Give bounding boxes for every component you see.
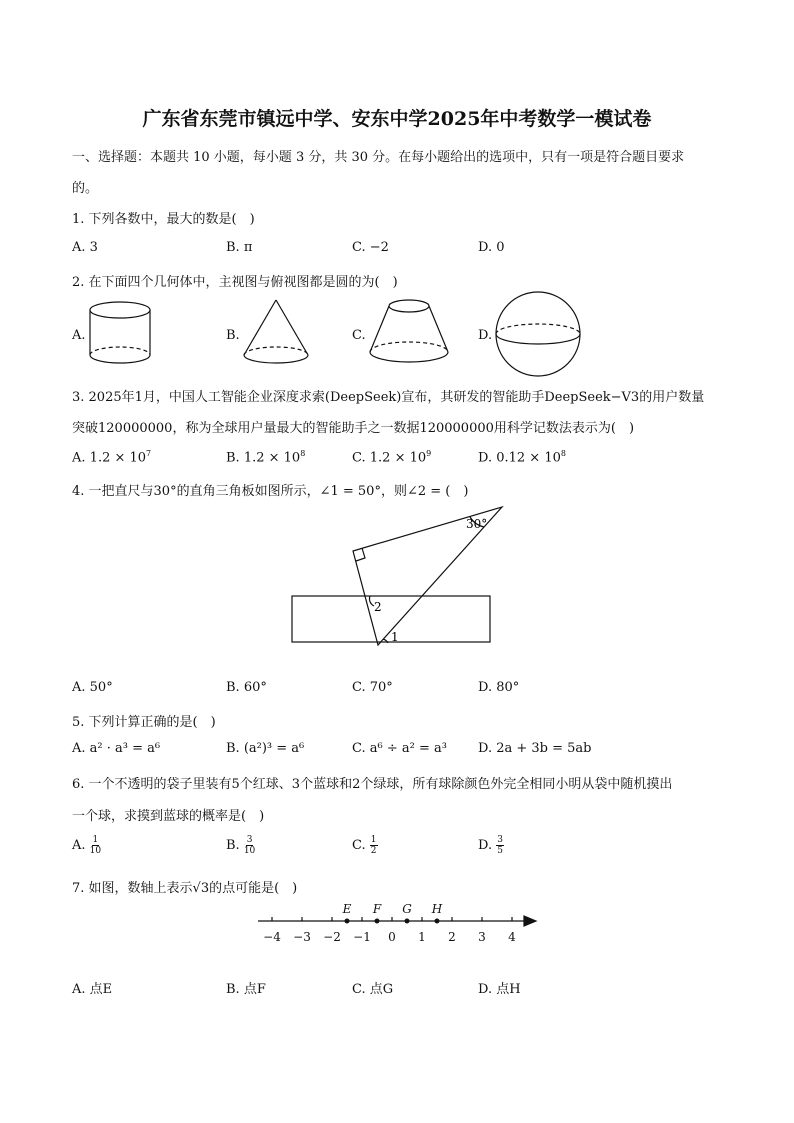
q6-option-a: A. $\frac{1}{10}$ bbox=[72, 835, 102, 856]
q2-label-d: D. bbox=[478, 328, 493, 343]
q4-stem: 4. 一把直尺与30°的直角三角板如图所示，∠1 = 50°，则∠2 = ( ) bbox=[72, 484, 469, 499]
q5-stem: 5. 下列计算正确的是( ) bbox=[72, 715, 216, 730]
number-line-point bbox=[375, 919, 380, 924]
q2-label-a: A. bbox=[72, 328, 86, 343]
number-line-tick-label: 3 bbox=[478, 930, 486, 944]
q1-option-b: B. π bbox=[226, 240, 253, 255]
q7-option-c: C. 点G bbox=[352, 982, 394, 997]
q7-option-b: B. 点F bbox=[226, 982, 266, 997]
q7-option-a: A. 点E bbox=[72, 982, 113, 997]
q3-line2: 突破120000000，称为全球用户量最大的智能助手之一数据120000000用科学记数法表示为( ) bbox=[72, 421, 635, 436]
q5-option-d: D. 2a + 3b = 5ab bbox=[478, 741, 592, 756]
number-line-tick-label: −1 bbox=[353, 930, 371, 944]
q4-option-b: B. 60° bbox=[226, 680, 267, 695]
q2-label-b: B. bbox=[226, 328, 240, 343]
number-line-tick-label: 0 bbox=[388, 930, 396, 944]
q6-line1: 6. 一个不透明的袋子里装有5个红球、3个蓝球和2个绿球，所有球除颜色外完全相同小明从袋中随机摸出 bbox=[72, 777, 673, 792]
q3-line1: 3. 2025年1月，中国人工智能企业深度求索(DeepSeek)宣布，其研发的智能助手DeepSeek−V3的用户数量 bbox=[72, 390, 705, 405]
q3-option-b: B. $1.2 \times 10^8$ bbox=[226, 449, 306, 466]
cone-figure bbox=[244, 300, 308, 363]
angle-1-label: 1 bbox=[391, 630, 399, 644]
sphere-figure bbox=[496, 292, 580, 376]
number-line-tick-label: −3 bbox=[293, 930, 311, 944]
q6-option-b: B. $\frac{3}{10}$ bbox=[226, 835, 256, 856]
q1-option-c: C. −2 bbox=[352, 240, 389, 255]
number-line-arrow bbox=[524, 916, 536, 926]
q3-option-a: A. $1.2 \times 10^7$ bbox=[72, 449, 152, 466]
q6-option-d: D. $\frac{3}{5}$ bbox=[478, 835, 503, 856]
q4-option-a: A. 50° bbox=[72, 680, 113, 695]
section-instructions-line1: 一、选择题：本题共 10 小题，每小题 3 分，共 30 分。在每小题给出的选项中，只有一项是符合题目要求 bbox=[72, 150, 685, 165]
number-line-tick-label: −4 bbox=[263, 930, 281, 944]
frustum-figure bbox=[370, 300, 448, 362]
q6-option-c: C. $\frac{1}{2}$ bbox=[352, 835, 377, 856]
q6-line2: 一个球，求摸到蓝球的概率是( ) bbox=[72, 809, 265, 824]
number-line-point-label: H bbox=[431, 902, 443, 916]
q5-option-a: A. a² · a³ = a⁶ bbox=[72, 741, 161, 756]
angle-2-label: 2 bbox=[374, 600, 382, 614]
q1-stem: 1. 下列各数中，最大的数是( ) bbox=[72, 212, 255, 227]
number-line-point bbox=[435, 919, 440, 924]
number-line-tick-label: 2 bbox=[448, 930, 456, 944]
q1-option-d: D. 0 bbox=[478, 240, 505, 255]
angle-30-label: 30° bbox=[466, 517, 488, 531]
number-line-figure bbox=[258, 916, 536, 926]
number-line-point bbox=[405, 919, 410, 924]
q1-option-a: A. 3 bbox=[72, 240, 98, 255]
q3-option-c: C. $1.2 \times 10^9$ bbox=[352, 449, 432, 466]
q2-label-c: C. bbox=[352, 328, 366, 343]
number-line-tick-label: −2 bbox=[323, 930, 341, 944]
number-line-point-label: E bbox=[342, 902, 352, 916]
number-line-point bbox=[345, 919, 350, 924]
q3-option-d: D. $0.12 \times 10^8$ bbox=[478, 449, 566, 466]
q5-option-c: C. a⁶ ÷ a² = a³ bbox=[352, 741, 447, 756]
cylinder-figure bbox=[90, 302, 150, 363]
number-line-tick-label: 1 bbox=[418, 930, 426, 944]
q7-stem: 7. 如图，数轴上表示√3的点可能是( ) bbox=[72, 881, 298, 896]
q2-stem: 2. 在下面四个几何体中，主视图与俯视图都是圆的为( ) bbox=[72, 275, 398, 290]
number-line-point-label: F bbox=[372, 902, 382, 916]
q5-option-b: B. (a²)³ = a⁶ bbox=[226, 741, 305, 756]
exam-title: 广东省东莞市镇远中学、安东中学2025年中考数学一模试卷 bbox=[142, 108, 652, 130]
number-line-point-label: G bbox=[402, 902, 412, 916]
section-instructions-line2: 的。 bbox=[72, 181, 99, 196]
q7-option-d: D. 点H bbox=[478, 982, 521, 997]
q4-option-c: C. 70° bbox=[352, 680, 393, 695]
number-line-tick-label: 4 bbox=[508, 930, 516, 944]
q4-option-d: D. 80° bbox=[478, 680, 520, 695]
